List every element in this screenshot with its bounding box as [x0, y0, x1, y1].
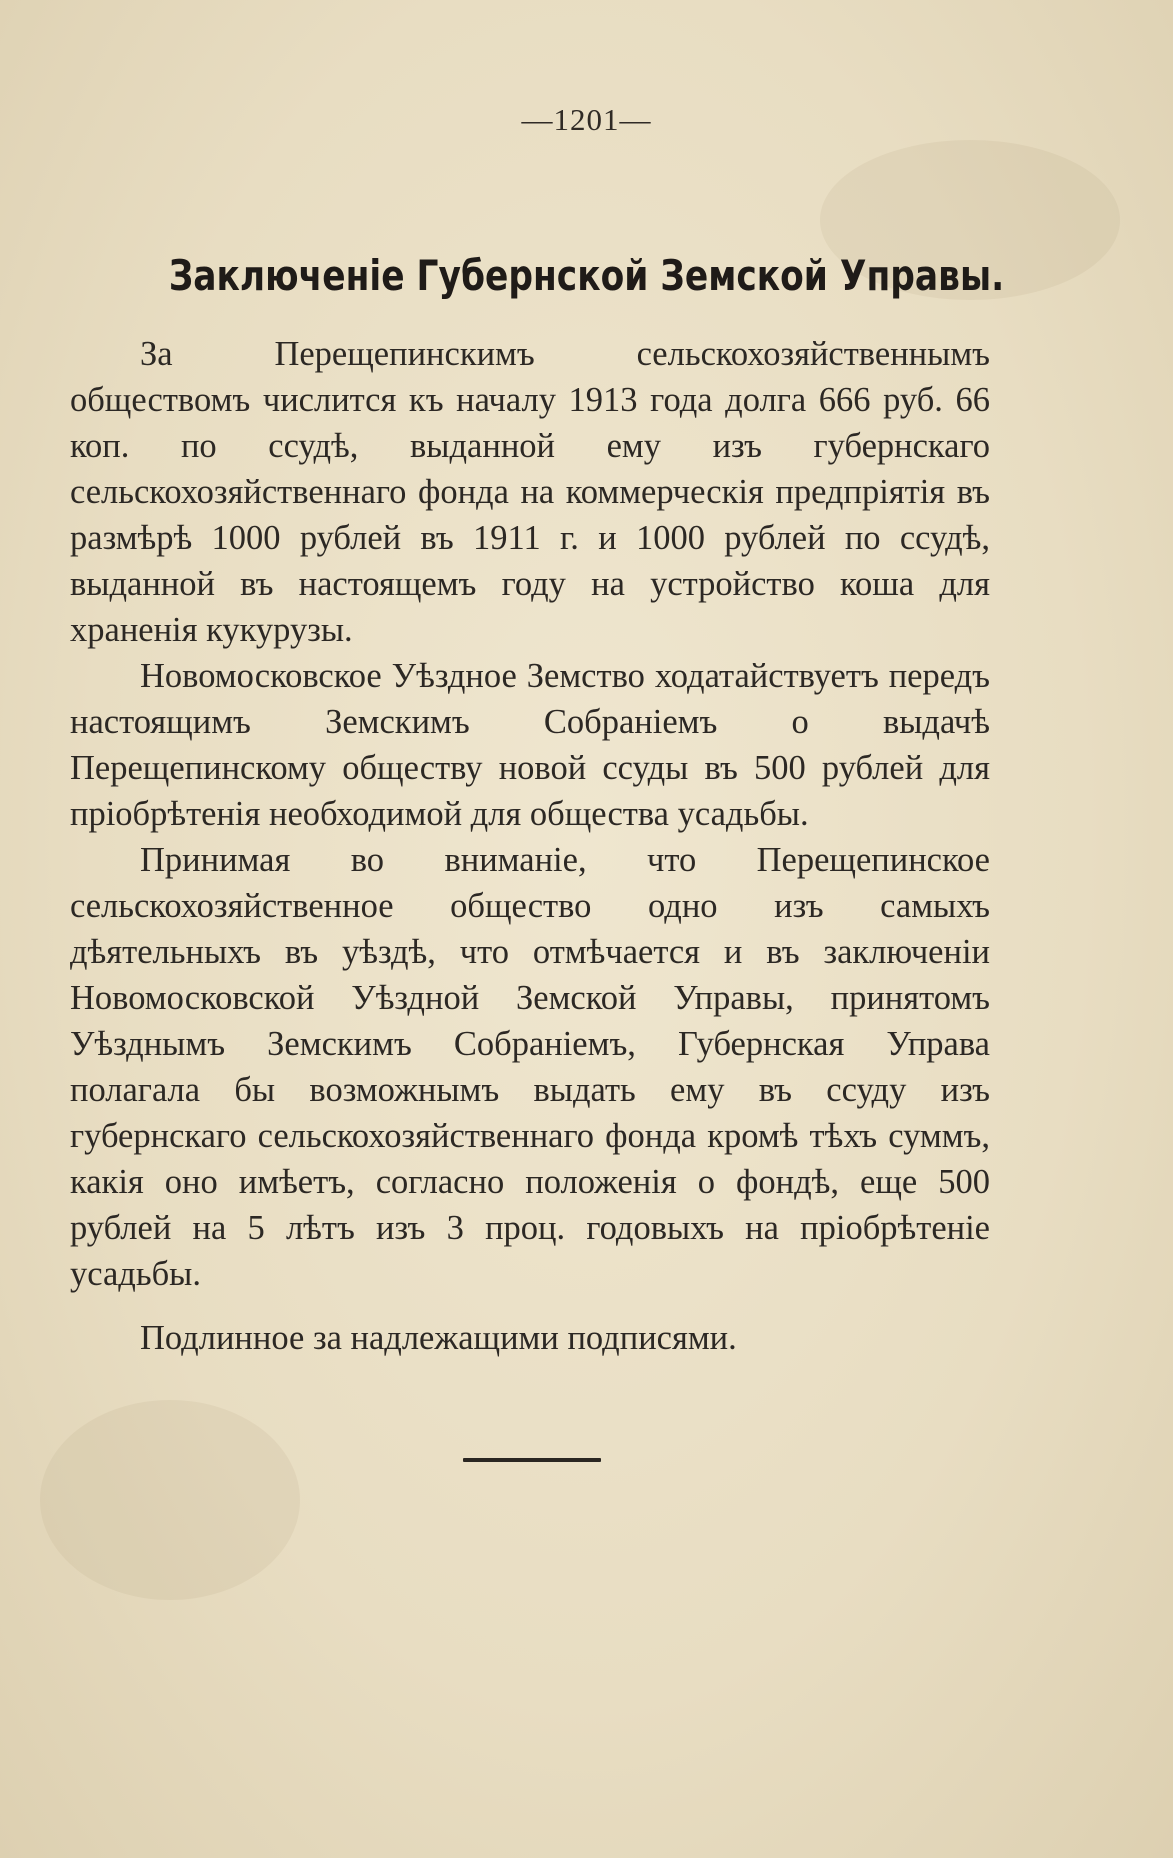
page-number: —1201—: [521, 102, 652, 137]
paragraph: За Перещепинскимъ сельскохозяйственнымъ обществомъ числится къ началу 1913 года долга 666 руб. 66 коп. по ссудѣ, выданной ему изъ губернскаго сельскохозяйственнаго фонда на коммерческія предпріятія въ размѣрѣ 1000 рублей въ 1911 г. и 1000 рублей по ссудѣ, выданной въ настоящемъ году на устройство коша для храненія кукурузы.: [70, 335, 990, 649]
paragraph: Принимая во вниманіе, что Перещепинское сельскохозяйственное общество одно изъ самыхъ дѣятельныхъ въ уѣздѣ, что отмѣчается и въ заключеніи Новомосковской Уѣздной Земской Управы, принятомъ Уѣзднымъ Земскимъ Собраніемъ, Губернская Управа полагала бы возможнымъ выдать ему въ ссуду изъ губернскаго сельскохозяйственнаго фонда кромѣ тѣхъ суммъ, какія оно имѣетъ, согласно положенія о фондѣ, еще 500 рублей на 5 лѣтъ изъ 3 проц. годовыхъ на пріобрѣтеніе усадьбы.: [70, 841, 990, 1293]
body-text: [70, 331, 990, 1297]
signature-note: Подлинное за надлежащими подписями.: [140, 1319, 737, 1357]
section-heading: Заключеніе Губернской Земской Управы.: [168, 251, 1005, 300]
end-rule: [463, 1458, 601, 1462]
paragraph: Новомосковское Уѣздное Земство ходатайствуетъ передъ настоящимъ Земскимъ Собраніемъ о выдачѣ Перещепинскому обществу новой ссуды въ 500 рублей для пріобрѣтенія необходимой для общества усадьбы.: [70, 657, 990, 833]
paper-stain: [40, 1400, 300, 1600]
